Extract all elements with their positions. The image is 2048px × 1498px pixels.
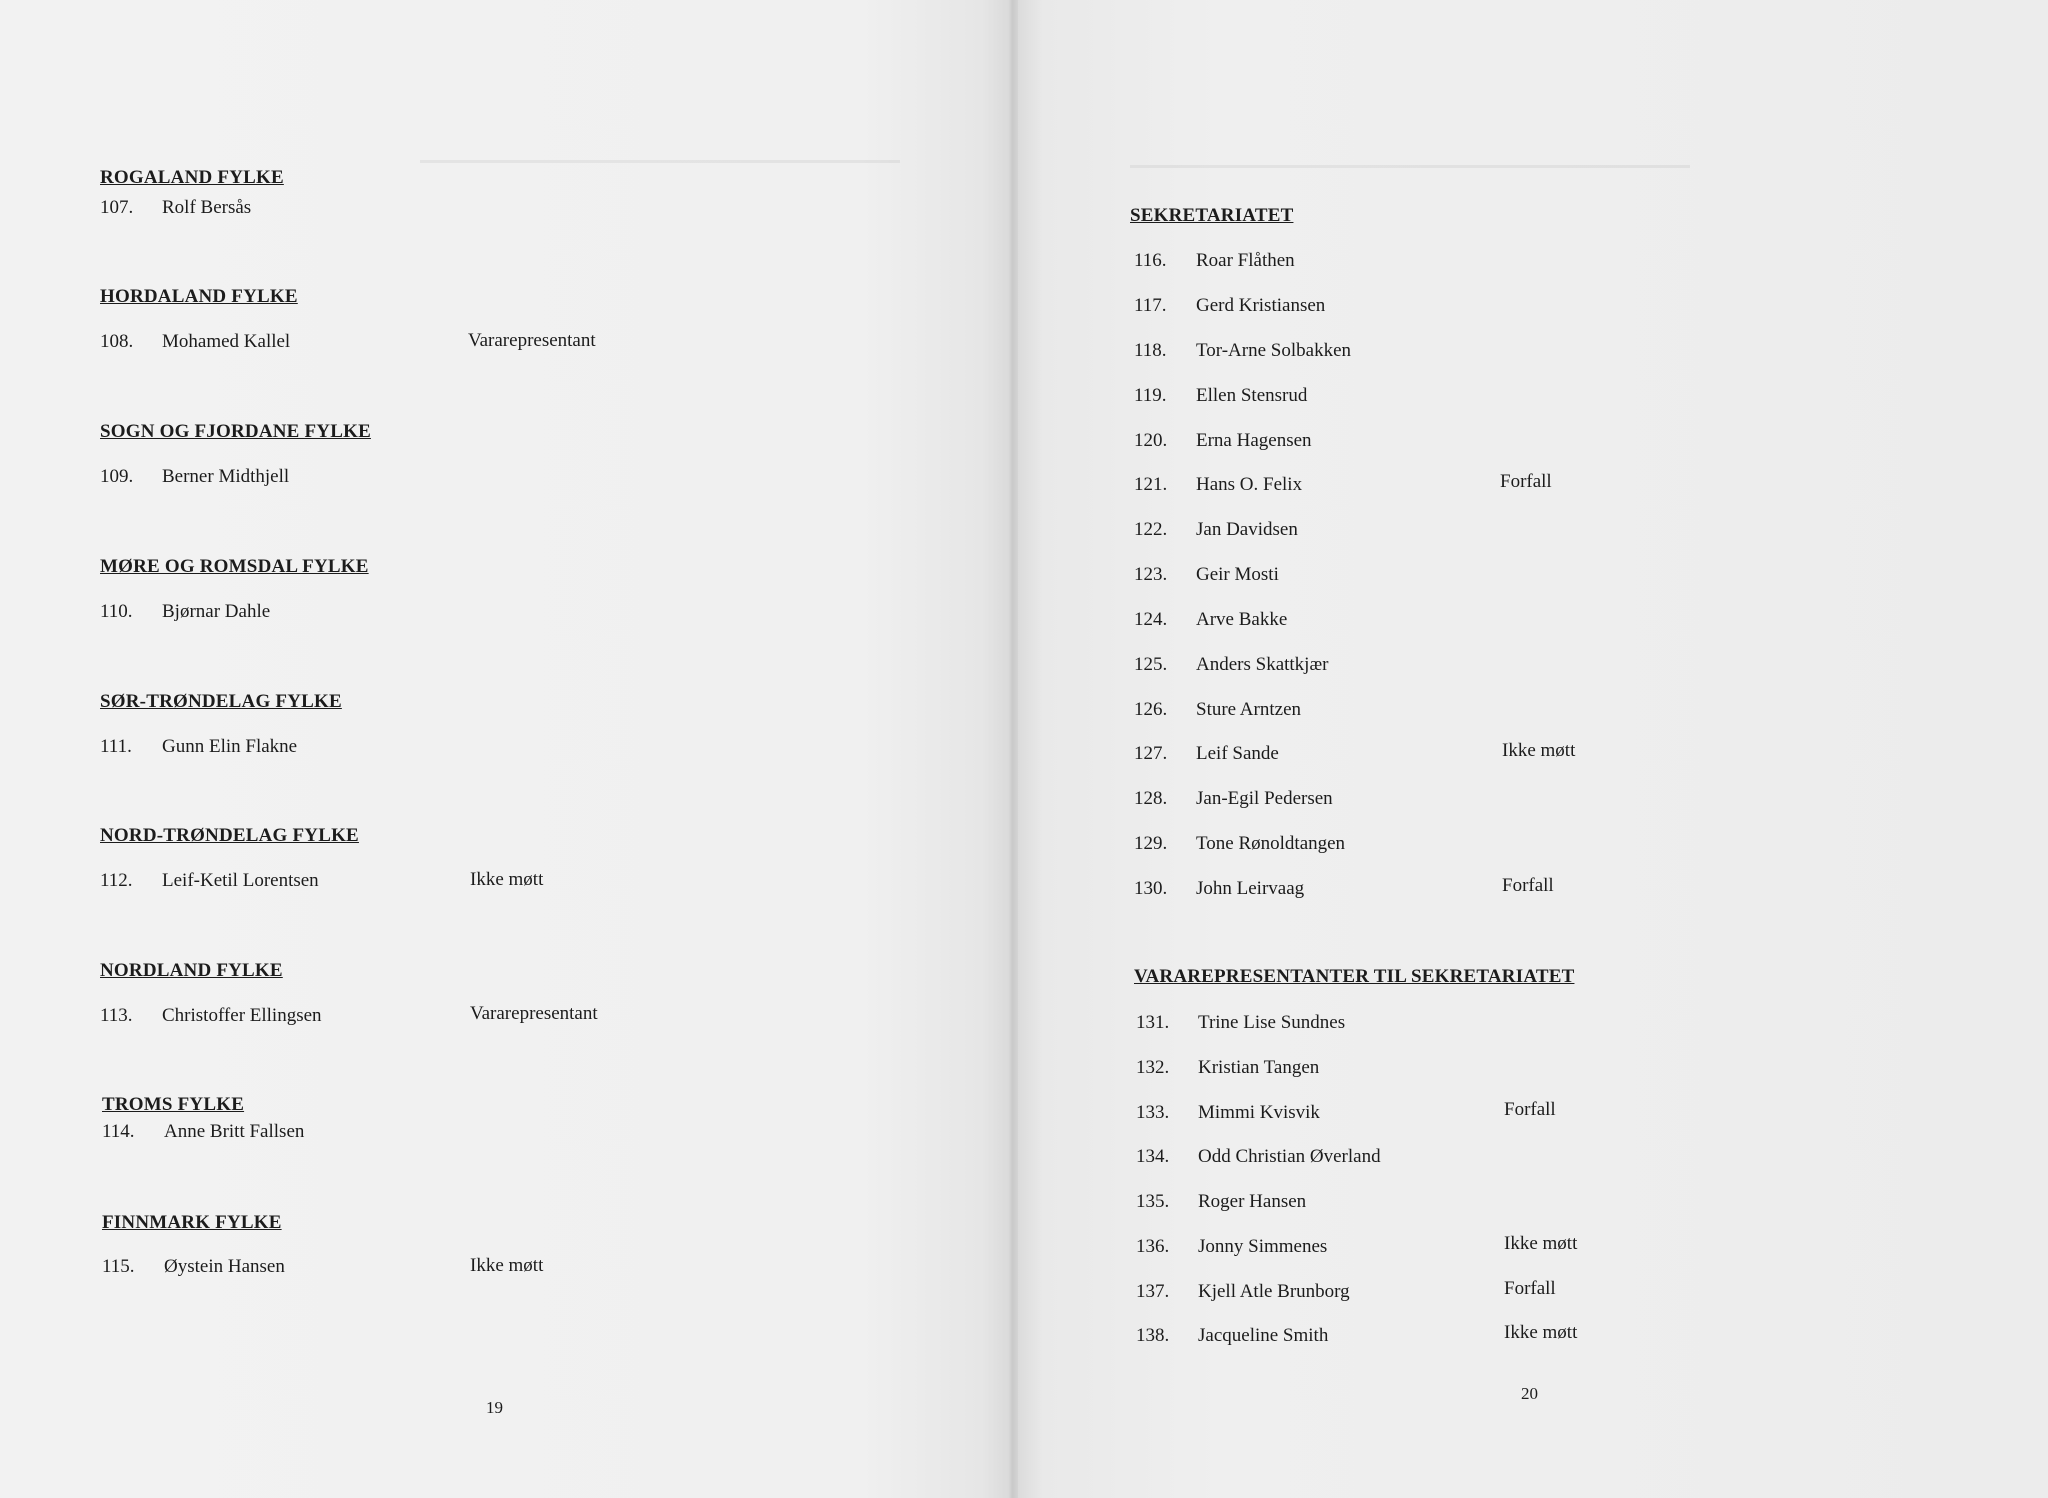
entry-name: Arve Bakke <box>1196 609 1288 630</box>
entry-name: Øystein Hansen <box>164 1256 285 1277</box>
entry-status: Forfall <box>1504 1099 1556 1120</box>
list-item <box>1134 699 1301 721</box>
entry-name: Christoffer Ellingsen <box>162 1005 322 1026</box>
entry-number: 118. <box>1134 340 1167 361</box>
entry-name: Anne Britt Fallsen <box>164 1121 305 1142</box>
list-item <box>100 736 297 758</box>
entry-number: 129. <box>1134 833 1168 854</box>
entry-status: Forfall <box>1500 471 1552 492</box>
list-item <box>102 1121 304 1143</box>
entry-name: Jonny Simmenes <box>1198 1236 1328 1257</box>
entry-name: Leif Sande <box>1196 743 1279 764</box>
entry-number: 121. <box>1134 474 1168 495</box>
list-item <box>100 601 270 623</box>
entry-name: Anders Skattkjær <box>1196 654 1329 675</box>
page-gutter <box>1008 0 1018 1498</box>
list-item <box>1134 564 1279 586</box>
entry-number: 137. <box>1136 1281 1170 1302</box>
entry-number: 133. <box>1136 1102 1170 1123</box>
bleed-through-line <box>1130 165 1690 168</box>
entry-name: Jacqueline Smith <box>1198 1325 1329 1346</box>
section-heading-sogn-og-fjordane: SOGN OG FJORDANE FYLKE <box>100 421 371 442</box>
section-heading-sekretariatet: SEKRETARIATET <box>1130 205 1294 226</box>
entry-name: Roar Flåthen <box>1196 250 1295 271</box>
entry-name: John Leirvaag <box>1196 878 1305 899</box>
section-heading-finnmark: FINNMARK FYLKE <box>102 1212 282 1233</box>
entry-number: 107. <box>100 197 134 218</box>
entry-name: Tone Rønoldtangen <box>1196 833 1346 854</box>
entry-name: Berner Midthjell <box>162 466 290 487</box>
list-item <box>1134 833 1345 855</box>
entry-status: Ikke møtt <box>1502 740 1576 761</box>
entry-name: Bjørnar Dahle <box>162 601 271 622</box>
entry-number: 125. <box>1134 654 1168 675</box>
list-item <box>1134 474 1302 496</box>
entry-name: Erna Hagensen <box>1196 430 1312 451</box>
bleed-through-line <box>420 160 900 163</box>
entry-name: Hans O. Felix <box>1196 474 1303 495</box>
section-heading-nord-trondelag: NORD-TRØNDELAG FYLKE <box>100 825 359 846</box>
entry-number: 122. <box>1134 519 1168 540</box>
list-item <box>1134 430 1312 452</box>
entry-number: 132. <box>1136 1057 1170 1078</box>
list-item <box>100 197 251 219</box>
entry-name: Geir Mosti <box>1196 564 1279 585</box>
entry-name: Mohamed Kallel <box>162 331 291 352</box>
entry-number: 135. <box>1136 1191 1170 1212</box>
list-item <box>1134 878 1304 900</box>
entry-name: Tor-Arne Solbakken <box>1196 340 1351 361</box>
list-item <box>102 1256 285 1278</box>
entry-number: 115. <box>102 1256 135 1277</box>
list-item <box>1134 385 1307 407</box>
entry-name: Trine Lise Sundnes <box>1198 1012 1346 1033</box>
entry-number: 119. <box>1134 385 1167 406</box>
entry-number: 120. <box>1134 430 1168 451</box>
entry-status: Ikke møtt <box>470 1255 544 1276</box>
list-item <box>1136 1146 1381 1168</box>
list-item <box>1136 1236 1327 1258</box>
entry-name: Ellen Stensrud <box>1196 385 1308 406</box>
list-item <box>100 870 319 892</box>
entry-name: Odd Christian Øverland <box>1198 1146 1381 1167</box>
entry-name: Kjell Atle Brunborg <box>1198 1281 1350 1302</box>
entry-number: 116. <box>1134 250 1167 271</box>
entry-number: 112. <box>100 870 133 891</box>
section-heading-more-og-romsdal: MØRE OG ROMSDAL FYLKE <box>100 556 369 577</box>
entry-status: Ikke møtt <box>470 869 544 890</box>
entry-number: 123. <box>1134 564 1168 585</box>
list-item <box>1136 1102 1320 1124</box>
entry-number: 110. <box>100 601 133 622</box>
entry-number: 109. <box>100 466 134 487</box>
page-number: 19 <box>486 1398 503 1417</box>
entry-status: Vararepresentant <box>470 1003 598 1024</box>
entry-name: Gunn Elin Flakne <box>162 736 298 757</box>
list-item <box>1136 1325 1328 1347</box>
entry-number: 113. <box>100 1005 133 1026</box>
entry-number: 131. <box>1136 1012 1170 1033</box>
entry-number: 136. <box>1136 1236 1170 1257</box>
list-item <box>1136 1057 1319 1079</box>
list-item <box>1136 1012 1345 1034</box>
list-item <box>1134 654 1328 676</box>
entry-number: 117. <box>1134 295 1167 316</box>
section-heading-rogaland: ROGALAND FYLKE <box>100 167 284 188</box>
section-heading-nordland: NORDLAND FYLKE <box>100 960 283 981</box>
section-heading-hordaland: HORDALAND FYLKE <box>100 286 298 307</box>
entry-number: 111. <box>100 736 132 757</box>
entry-name: Roger Hansen <box>1198 1191 1307 1212</box>
entry-name: Rolf Bersås <box>162 197 252 218</box>
section-heading-vararepresentanter: VARAREPRESENTANTER TIL SEKRETARIATET <box>1134 966 1575 987</box>
list-item <box>1134 519 1298 541</box>
entry-name: Gerd Kristiansen <box>1196 295 1326 316</box>
list-item <box>1134 743 1279 765</box>
list-item <box>1134 609 1287 631</box>
entry-name: Jan-Egil Pedersen <box>1196 788 1333 809</box>
entry-name: Leif-Ketil Lorentsen <box>162 870 319 891</box>
list-item <box>1136 1281 1350 1303</box>
list-item <box>1134 295 1325 317</box>
list-item <box>1134 788 1333 810</box>
entry-status: Ikke møtt <box>1504 1322 1578 1343</box>
entry-number: 134. <box>1136 1146 1170 1167</box>
entry-number: 108. <box>100 331 134 352</box>
entry-name: Mimmi Kvisvik <box>1198 1102 1320 1123</box>
entry-status: Forfall <box>1502 875 1554 896</box>
list-item <box>1134 250 1295 272</box>
entry-status: Vararepresentant <box>468 330 596 351</box>
entry-status: Forfall <box>1504 1278 1556 1299</box>
list-item <box>100 331 290 353</box>
entry-number: 114. <box>102 1121 135 1142</box>
entry-name: Kristian Tangen <box>1198 1057 1320 1078</box>
entry-number: 127. <box>1134 743 1168 764</box>
entry-number: 126. <box>1134 699 1168 720</box>
entry-number: 130. <box>1134 878 1168 899</box>
entry-number: 138. <box>1136 1325 1170 1346</box>
page-number: 20 <box>1521 1384 1538 1403</box>
list-item <box>100 466 289 488</box>
entry-status: Ikke møtt <box>1504 1233 1578 1254</box>
section-heading-troms: TROMS FYLKE <box>102 1094 245 1115</box>
entry-number: 128. <box>1134 788 1168 809</box>
list-item <box>1136 1191 1306 1213</box>
list-item <box>1134 340 1351 362</box>
entry-name: Sture Arntzen <box>1196 699 1302 720</box>
entry-name: Jan Davidsen <box>1196 519 1298 540</box>
section-heading-sor-trondelag: SØR-TRØNDELAG FYLKE <box>100 691 342 712</box>
entry-number: 124. <box>1134 609 1168 630</box>
list-item <box>100 1005 322 1027</box>
